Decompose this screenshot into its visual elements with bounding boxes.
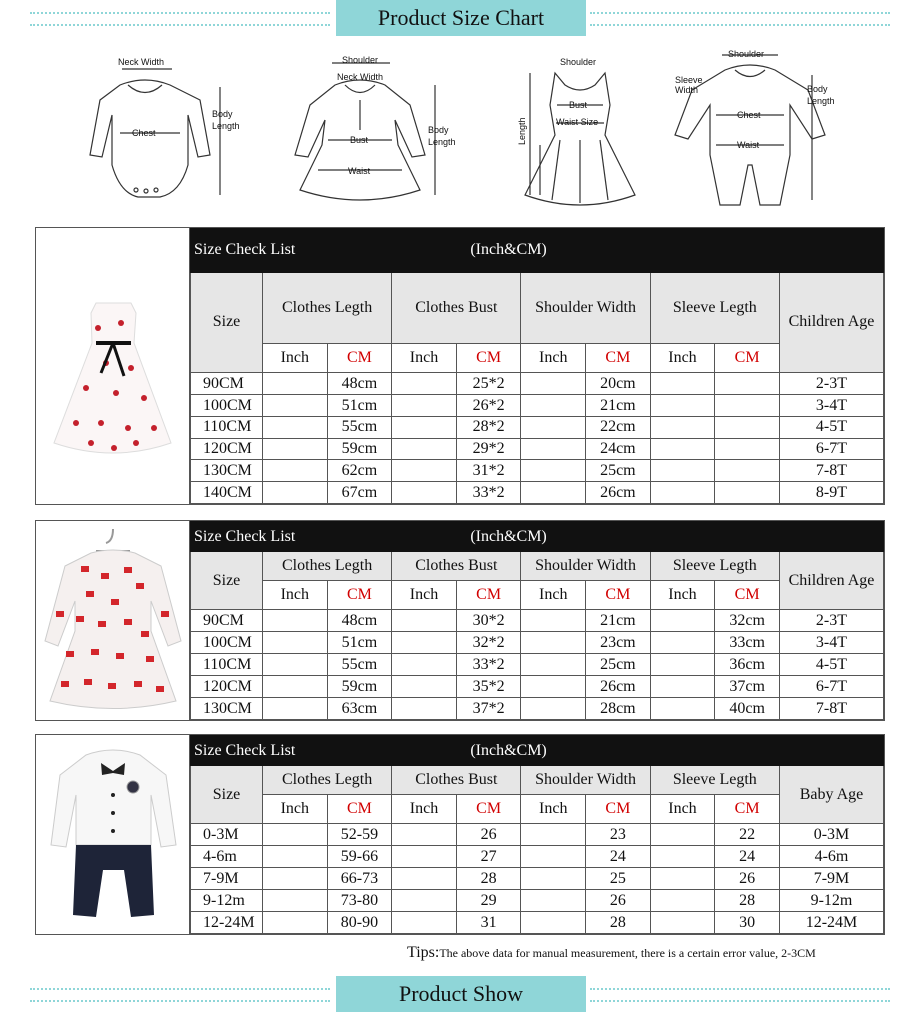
banner-dots-left — [30, 988, 330, 1002]
inch-cell — [392, 395, 457, 417]
shoulder-width-cell: 26 — [586, 890, 651, 912]
table-title-row: Size Check List (Inch&CM) — [191, 736, 884, 766]
sleeveless-dress-diagram — [525, 73, 635, 205]
inch-cell — [650, 438, 715, 460]
size-cell: 120CM — [191, 676, 263, 698]
inch-cell — [392, 912, 457, 934]
sleeve-length-header: Sleeve Legth — [650, 766, 779, 795]
cm-subheader: CM — [327, 581, 392, 610]
romper-sleeve-label: Sleeve — [675, 75, 703, 85]
clothes-length-cell: 73-80 — [327, 890, 392, 912]
cm-subheader: CM — [715, 581, 780, 610]
inch-subheader: Inch — [263, 795, 328, 824]
dress-diagram — [295, 63, 435, 200]
inch-cell — [650, 698, 715, 720]
dress-body-label: Body — [428, 125, 449, 135]
sleeve-length-header: Sleeve Legth — [650, 272, 779, 343]
cm-subheader: CM — [327, 343, 392, 373]
inch-cell — [521, 610, 586, 632]
clothes-length-cell: 63cm — [327, 698, 392, 720]
section-title-product-show: Product Show — [336, 976, 586, 1012]
inch-cell — [650, 460, 715, 482]
inch-subheader: Inch — [263, 343, 328, 373]
shoulder-width-cell: 26cm — [586, 676, 651, 698]
size-cell: 140CM — [191, 482, 263, 504]
shoulder-width-cell: 28cm — [586, 698, 651, 720]
inch-cell — [650, 868, 715, 890]
age-cell: 0-3M — [779, 824, 883, 846]
age-cell: 3-4T — [779, 395, 883, 417]
size-section-1 — [35, 227, 885, 505]
inch-cell — [392, 416, 457, 438]
shoulder-width-header: Shoulder Width — [521, 552, 650, 581]
inch-cell — [392, 868, 457, 890]
inch-cell — [263, 846, 328, 868]
inch-cell — [650, 654, 715, 676]
sleeve-length-cell: 30 — [715, 912, 780, 934]
romper-shoulder-label: Shoulder — [728, 49, 765, 59]
table-row — [191, 395, 884, 417]
inch-cell — [392, 482, 457, 504]
age-cell: 12-24M — [779, 912, 883, 934]
children-age-header: Children Age — [779, 272, 883, 373]
sleeve-length-cell: 37cm — [715, 676, 780, 698]
shoulder-width-cell: 25 — [586, 868, 651, 890]
sleeve-length-cell: 28 — [715, 890, 780, 912]
inch-subheader: Inch — [392, 795, 457, 824]
inch-cell — [521, 373, 586, 395]
table-row — [191, 460, 884, 482]
shoulder-width-cell: 20cm — [586, 373, 651, 395]
inch-cell — [263, 373, 328, 395]
inch-cell — [521, 632, 586, 654]
romper-waist-label: Waist — [737, 140, 760, 150]
clothes-bust-cell: 31*2 — [456, 460, 521, 482]
inch-cell — [521, 868, 586, 890]
measurement-diagrams — [60, 45, 860, 215]
table-row — [191, 676, 884, 698]
sleeve-length-header: Sleeve Legth — [650, 552, 779, 581]
banner-dots-right — [590, 12, 890, 26]
size-cell: 0-3M — [191, 824, 263, 846]
inch-cell — [263, 395, 328, 417]
sleeveless-bust-label: Bust — [569, 100, 588, 110]
clothes-length-cell: 59cm — [327, 676, 392, 698]
inch-cell — [521, 890, 586, 912]
clothes-length-cell: 48cm — [327, 610, 392, 632]
inch-cell — [263, 460, 328, 482]
sleeve-length-cell: 24 — [715, 846, 780, 868]
inch-cell — [521, 912, 586, 934]
table-title-row: Size Check List (Inch&CM) — [191, 229, 884, 273]
clothes-length-cell: 51cm — [327, 395, 392, 417]
clothes-bust-header: Clothes Bust — [392, 272, 521, 343]
sleeveless-waist-label: Waist Size — [556, 117, 599, 127]
romper-width-label: Width — [675, 85, 699, 95]
inch-cell — [521, 482, 586, 504]
age-cell: 2-3T — [779, 373, 883, 395]
inch-subheader: Inch — [521, 581, 586, 610]
inch-cell — [392, 460, 457, 482]
size-cell: 110CM — [191, 416, 263, 438]
size-cell: 90CM — [191, 373, 263, 395]
tips-label: Tips: — [407, 944, 440, 961]
inch-cell — [650, 416, 715, 438]
clothes-bust-header: Clothes Bust — [392, 766, 521, 795]
table-row — [191, 482, 884, 504]
inch-subheader: Inch — [521, 795, 586, 824]
size-cell: 100CM — [191, 632, 263, 654]
shoulder-width-cell: 23cm — [586, 632, 651, 654]
size-cell: 130CM — [191, 698, 263, 720]
inch-cell — [263, 438, 328, 460]
clothes-bust-cell: 29*2 — [456, 438, 521, 460]
inch-cell — [392, 824, 457, 846]
age-cell: 4-6m — [779, 846, 883, 868]
inch-cell — [521, 438, 586, 460]
table-row — [191, 373, 884, 395]
age-cell: 7-8T — [779, 698, 883, 720]
clothes-length-cell: 80-90 — [327, 912, 392, 934]
inch-cell — [392, 373, 457, 395]
inch-cell — [263, 676, 328, 698]
size-cell: 90CM — [191, 610, 263, 632]
dress-bust-label: Bust — [350, 135, 369, 145]
bodysuit-chest-label: Chest — [132, 128, 156, 138]
inch-cell — [650, 890, 715, 912]
product-photo-cherry-dress — [36, 228, 190, 504]
inch-cell — [650, 912, 715, 934]
dress-neck-label: Neck Width — [337, 72, 384, 82]
cm-subheader: CM — [456, 343, 521, 373]
size-header: Size — [191, 766, 263, 824]
inch-cell — [650, 482, 715, 504]
size-table-2 — [190, 521, 884, 720]
age-cell: 3-4T — [779, 632, 883, 654]
inch-cell — [263, 698, 328, 720]
clothes-length-cell: 48cm — [327, 373, 392, 395]
table-body-1 — [191, 373, 884, 504]
clothes-bust-cell: 28*2 — [456, 416, 521, 438]
clothes-bust-cell: 26*2 — [456, 395, 521, 417]
shoulder-width-header: Shoulder Width — [521, 766, 650, 795]
inch-cell — [392, 698, 457, 720]
inch-subheader: Inch — [521, 343, 586, 373]
clothes-bust-cell: 25*2 — [456, 373, 521, 395]
inch-cell — [650, 373, 715, 395]
product-photo-baby-romper — [36, 735, 190, 934]
cm-subheader: CM — [715, 343, 780, 373]
inch-cell — [650, 395, 715, 417]
table-body-3 — [191, 824, 884, 934]
size-header: Size — [191, 552, 263, 610]
shoulder-width-cell: 25cm — [586, 460, 651, 482]
inch-cell — [650, 632, 715, 654]
table-row — [191, 438, 884, 460]
inch-cell — [650, 610, 715, 632]
age-cell: 7-8T — [779, 460, 883, 482]
children-age-header: Children Age — [779, 552, 883, 610]
age-cell: 7-9M — [779, 868, 883, 890]
age-cell: 4-5T — [779, 654, 883, 676]
inch-subheader: Inch — [263, 581, 328, 610]
diagram-svg — [60, 45, 860, 215]
table-row — [191, 824, 884, 846]
clothes-bust-cell: 30*2 — [456, 610, 521, 632]
inch-cell — [521, 824, 586, 846]
table-body-2 — [191, 610, 884, 720]
size-section-2 — [35, 520, 885, 721]
inch-cell — [521, 460, 586, 482]
size-cell: 110CM — [191, 654, 263, 676]
clothes-length-header: Clothes Legth — [263, 272, 392, 343]
dress-waist-label: Waist — [348, 166, 371, 176]
clothes-length-cell: 51cm — [327, 632, 392, 654]
table-row — [191, 654, 884, 676]
inch-cell — [392, 846, 457, 868]
shoulder-width-cell: 23 — [586, 824, 651, 846]
inch-cell — [521, 416, 586, 438]
shoulder-width-cell: 22cm — [586, 416, 651, 438]
sleeve-length-cell — [715, 482, 780, 504]
table-row — [191, 632, 884, 654]
cm-subheader: CM — [715, 795, 780, 824]
footer-banner — [0, 976, 920, 1016]
clothes-length-cell: 55cm — [327, 416, 392, 438]
bodysuit-neck-label: Neck Width — [118, 57, 165, 67]
size-section-3 — [35, 734, 885, 935]
clothes-bust-cell: 26 — [456, 824, 521, 846]
inch-subheader: Inch — [650, 581, 715, 610]
size-header: Size — [191, 272, 263, 373]
clothes-bust-cell: 33*2 — [456, 654, 521, 676]
shoulder-width-cell: 28 — [586, 912, 651, 934]
size-table-1 — [190, 228, 884, 504]
age-cell: 8-9T — [779, 482, 883, 504]
size-cell: 120CM — [191, 438, 263, 460]
age-cell: 6-7T — [779, 438, 883, 460]
cm-subheader: CM — [586, 581, 651, 610]
inch-subheader: Inch — [650, 343, 715, 373]
shoulder-width-cell: 24cm — [586, 438, 651, 460]
table-row — [191, 912, 884, 934]
age-cell: 2-3T — [779, 610, 883, 632]
inch-cell — [392, 610, 457, 632]
cm-subheader: CM — [586, 795, 651, 824]
clothes-length-cell: 52-59 — [327, 824, 392, 846]
inch-cell — [392, 632, 457, 654]
clothes-length-cell: 55cm — [327, 654, 392, 676]
sleeve-length-cell — [715, 416, 780, 438]
romper-chest-label: Chest — [737, 110, 761, 120]
shoulder-width-header: Shoulder Width — [521, 272, 650, 343]
shoulder-width-cell: 24 — [586, 846, 651, 868]
clothes-bust-cell: 31 — [456, 912, 521, 934]
inch-cell — [263, 824, 328, 846]
shoulder-width-cell: 25cm — [586, 654, 651, 676]
inch-subheader: Inch — [650, 795, 715, 824]
romper-body-label: Body — [807, 84, 828, 94]
inch-cell — [392, 676, 457, 698]
clothes-length-header: Clothes Legth — [263, 552, 392, 581]
inch-cell — [263, 416, 328, 438]
tips-note — [407, 944, 816, 962]
table-row — [191, 610, 884, 632]
table-row — [191, 890, 884, 912]
sleeveless-length-label: Length — [517, 117, 527, 145]
size-cell: 12-24M — [191, 912, 263, 934]
inch-cell — [521, 846, 586, 868]
inch-cell — [650, 824, 715, 846]
clothes-length-header: Clothes Legth — [263, 766, 392, 795]
inch-cell — [650, 676, 715, 698]
clothes-length-cell: 66-73 — [327, 868, 392, 890]
bodysuit-body-label: Body — [212, 109, 233, 119]
sleeveless-shoulder-label: Shoulder — [560, 57, 597, 67]
inch-cell — [263, 912, 328, 934]
sleeve-length-cell — [715, 460, 780, 482]
clothes-length-cell: 67cm — [327, 482, 392, 504]
clothes-bust-cell: 33*2 — [456, 482, 521, 504]
inch-cell — [263, 890, 328, 912]
bodysuit-length-label: Length — [212, 121, 240, 131]
product-photo-red-dress — [36, 521, 190, 720]
clothes-length-cell: 62cm — [327, 460, 392, 482]
age-cell: 6-7T — [779, 676, 883, 698]
clothes-bust-cell: 28 — [456, 868, 521, 890]
inch-cell — [263, 632, 328, 654]
table-row — [191, 868, 884, 890]
inch-cell — [392, 438, 457, 460]
inch-cell — [521, 676, 586, 698]
inch-cell — [263, 610, 328, 632]
cm-subheader: CM — [586, 343, 651, 373]
banner-dots-left — [30, 12, 330, 26]
clothes-bust-header: Clothes Bust — [392, 552, 521, 581]
sleeve-length-cell: 33cm — [715, 632, 780, 654]
dress-shoulder-label: Shoulder — [342, 55, 379, 65]
romper-length-label: Length — [807, 96, 835, 106]
tips-text: The above data for manual measurement, there is a certain error value, 2-3CM — [439, 946, 816, 960]
inch-cell — [392, 890, 457, 912]
table-row — [191, 416, 884, 438]
clothes-length-cell: 59-66 — [327, 846, 392, 868]
inch-cell — [521, 654, 586, 676]
clothes-bust-cell: 32*2 — [456, 632, 521, 654]
sleeve-length-cell — [715, 438, 780, 460]
inch-cell — [392, 654, 457, 676]
clothes-bust-cell: 29 — [456, 890, 521, 912]
sleeve-length-cell: 36cm — [715, 654, 780, 676]
shoulder-width-cell: 21cm — [586, 610, 651, 632]
shoulder-width-cell: 26cm — [586, 482, 651, 504]
age-cell: 9-12m — [779, 890, 883, 912]
inch-subheader: Inch — [392, 343, 457, 373]
size-cell: 130CM — [191, 460, 263, 482]
inch-cell — [650, 846, 715, 868]
age-cell: 4-5T — [779, 416, 883, 438]
inch-cell — [263, 654, 328, 676]
banner-dots-right — [590, 988, 890, 1002]
size-cell: 4-6m — [191, 846, 263, 868]
cm-subheader: CM — [456, 795, 521, 824]
table-row — [191, 846, 884, 868]
shoulder-width-cell: 21cm — [586, 395, 651, 417]
sleeve-length-cell: 32cm — [715, 610, 780, 632]
table-title-row: Size Check List (Inch&CM) — [191, 522, 884, 552]
clothes-bust-cell: 27 — [456, 846, 521, 868]
inch-cell — [263, 482, 328, 504]
size-table-3 — [190, 735, 884, 934]
size-cell: 9-12m — [191, 890, 263, 912]
size-cell: 100CM — [191, 395, 263, 417]
clothes-bust-cell: 37*2 — [456, 698, 521, 720]
sleeve-length-cell — [715, 373, 780, 395]
inch-cell — [521, 395, 586, 417]
inch-cell — [263, 868, 328, 890]
table-row — [191, 698, 884, 720]
size-cell: 7-9M — [191, 868, 263, 890]
cm-subheader: CM — [456, 581, 521, 610]
dress-length-label: Length — [428, 137, 456, 147]
clothes-bust-cell: 35*2 — [456, 676, 521, 698]
clothes-length-cell: 59cm — [327, 438, 392, 460]
sleeve-length-cell: 22 — [715, 824, 780, 846]
sleeve-length-cell — [715, 395, 780, 417]
sleeve-length-cell: 26 — [715, 868, 780, 890]
sleeve-length-cell: 40cm — [715, 698, 780, 720]
baby-age-header: Baby Age — [779, 766, 883, 824]
page-title: Product Size Chart — [336, 0, 586, 36]
inch-cell — [521, 698, 586, 720]
cm-subheader: CM — [327, 795, 392, 824]
inch-subheader: Inch — [392, 581, 457, 610]
header-banner — [0, 0, 920, 40]
